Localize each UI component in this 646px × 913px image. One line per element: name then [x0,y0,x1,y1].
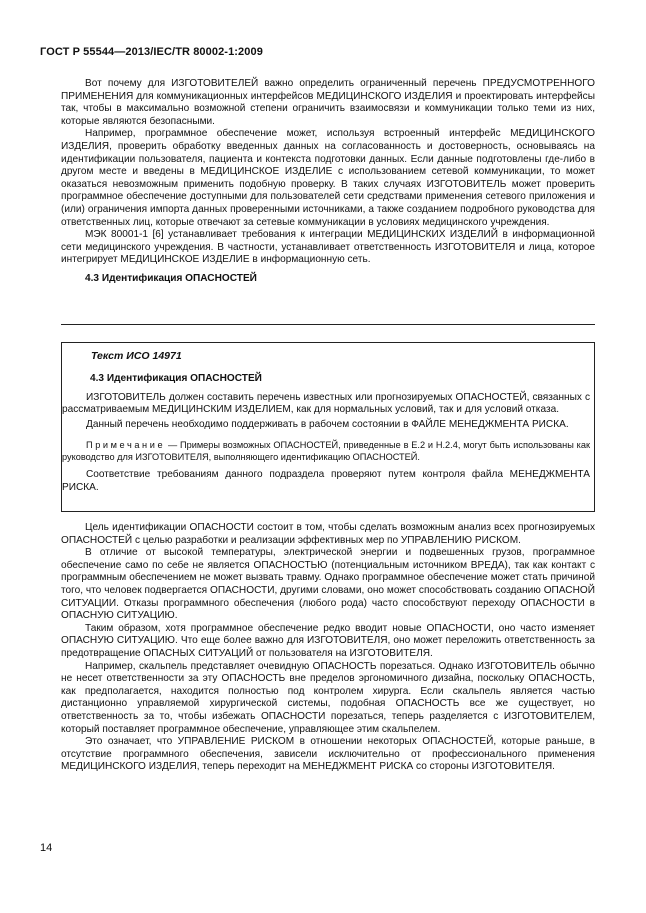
intro-section [61,78,595,286]
box-heading: 4.3 Идентификация ОПАСНОСТЕЙ [90,373,262,384]
intro-paragraph-2: Например, программное обеспечение может, используя встроенный интерфейс МЕДИЦИНСКОГО ИЗДЕЛИЯ, проверить обработку введенных данных на согласованность и достоверность, основываясь на идентификации пользователя, пациента и контекста подготовки данных. Если данные подготовлены где-либо в другом месте и введены в МЕДИЦИНСКОЕ ИЗДЕЛИЕ с использованием сетевой коммуникации, то может оказаться невозможным применить подобную проверку. В таких случаях ИЗГОТОВИТЕЛЬ может проверить программное обеспечение доступными для пользователей сети средствами применения сетевого приложения и (или) ограничения импорта данных проверенными источниками, а также созданием подробного руководства для ответственных лиц, которые отвечают за сетевые коммуникации в условиях медицинского учреждения. [61,128,595,228]
body-paragraph-2: В отличие от высокой температуры, электрической энергии и подвешенных грузов, программное обеспечение само по себе не является ОПАСНОСТЬЮ (потенциальным источником ВРЕДА), так как контакт с программным обеспечением не может вызвать травму. Однако программное обеспечение может стать причиной того, что человек подвергается ОПАСНОСТИ, другими словами, оно может способствовать созданию ОПАСНОЙ СИТУАЦИИ. Отказы программного обеспечения (любого рода) часто способствуют переходу ОПАСНОСТИ в ОПАСНУЮ СИТУАЦИЮ. [61,547,595,622]
box-paragraph-1: ИЗГОТОВИТЕЛЬ должен составить перечень известных или прогнозируемых ОПАСНОСТЕЙ, связанных с рассматриваемым МЕДИЦИНСКИМ ИЗДЕЛИЕМ, как для нормальных условий, так и для условий отказа. [62,391,590,416]
box-paragraph-3: Соответствие требованиям данного подраздела проверяют путем контроля файла МЕНЕДЖМЕНТА РИСКА. [62,469,590,493]
section-heading: 4.3 Идентификация ОПАСНОСТЕЙ [85,272,257,284]
body-paragraph-3: Таким образом, хотя программное обеспечение редко вводит новые ОПАСНОСТИ, оно часто изменяет ОПАСНУЮ СИТУАЦИЮ. Что еще более важно для ИЗГОТОВИТЕЛЯ, оно может переложить ответственность за предотвращение ОПАСНЫХ СИТУАЦИЙ от пользователя на ИЗГОТОВИТЕЛЯ. [61,622,595,659]
body-paragraph-1: Цель идентификации ОПАСНОСТИ состоит в том, чтобы сделать возможным анализ всех прогнозируемых ОПАСНОСТЕЙ с целью разработки и реализации эффективных мер по УПРАВЛЕНИЮ РИСКОМ. [61,522,595,546]
document-header: ГОСТ Р 55544—2013/IEC/TR 80002-1:2009 [40,46,263,58]
intro-paragraph-3: МЭК 80001-1 [6] устанавливает требования к интеграции МЕДИЦИНСКИХ ИЗДЕЛИЙ в информационной сети медицинского учреждения. В частности, устанавливает ответственность ИЗГОТОВИТЕЛЯ и лица, которое интегрирует МЕДИЦИНСКОЕ ИЗДЕЛИЕ в информационную сеть. [61,229,595,266]
box-paragraph-2: Данный перечень необходимо поддерживать в рабочем состоянии в ФАЙЛЕ МЕНЕДЖМЕНТА РИСКА. [86,418,569,430]
box-top-rule [61,324,595,325]
intro-paragraph-1: Вот почему для ИЗГОТОВИТЕЛЕЙ важно определить ограниченный перечень ПРЕДУСМОТРЕННОГО ПРИМЕНЕНИЯ для коммуникационных интерфейсов МЕДИЦИНСКОГО ИЗДЕЛИЯ и проектировать интерфейсы так, чтобы в максимально возможной степени ограничить взаимосвязи и коммуникации только теми из них, которые являются безопасными. [61,78,595,127]
body-paragraph-5: Это означает, что УПРАВЛЕНИЕ РИСКОМ в отношении некоторых ОПАСНОСТЕЙ, которые раньше, в отсутствие программного обеспечения, зависели исключительно от профессионального применения МЕДИЦИНСКОГО ИЗДЕЛИЯ, теперь переходит на МЕНЕДЖМЕНТ РИСКА со стороны ИЗГОТОВИТЕЛЯ. [61,736,595,773]
page-number: 14 [40,842,53,854]
note-label: Примечание [86,440,166,451]
body-paragraph-4: Например, скальпель представляет очевидную ОПАСНОСТЬ порезаться. Однако ИЗГОТОВИТЕЛЬ обычно не несет ответственности за эту ОПАСНОСТЬ вне пределов эргономичного дизайна, поскольку ОПАСНОСТЬ, как предполагается, находится полностью под контролем хирурга. Если скальпель является частью дистанционно управляемой хирургической системы, подобная ОПАСНОСТЬ все же существует, но ответственность за то, чтобы избежать ОПАСНОСТИ порезаться, теперь разделяется с ИЗГОТОВИТЕЛЕМ, который поставляет программное обеспечение, управляющее этим скальпелем. [61,660,595,735]
box-title: Текст ИСО 14971 [91,350,182,362]
body-section [61,522,595,774]
note-text: — Примеры возможных ОПАСНОСТЕЙ, приведенные в Е.2 и Н.2.4, могут быть использованы как руководство для ИЗГОТОВИТЕЛЯ, выполняющего идентификацию ОПАСНОСТЕЙ. [62,440,590,463]
box-note [62,439,596,463]
iso-quote-box [61,342,595,512]
